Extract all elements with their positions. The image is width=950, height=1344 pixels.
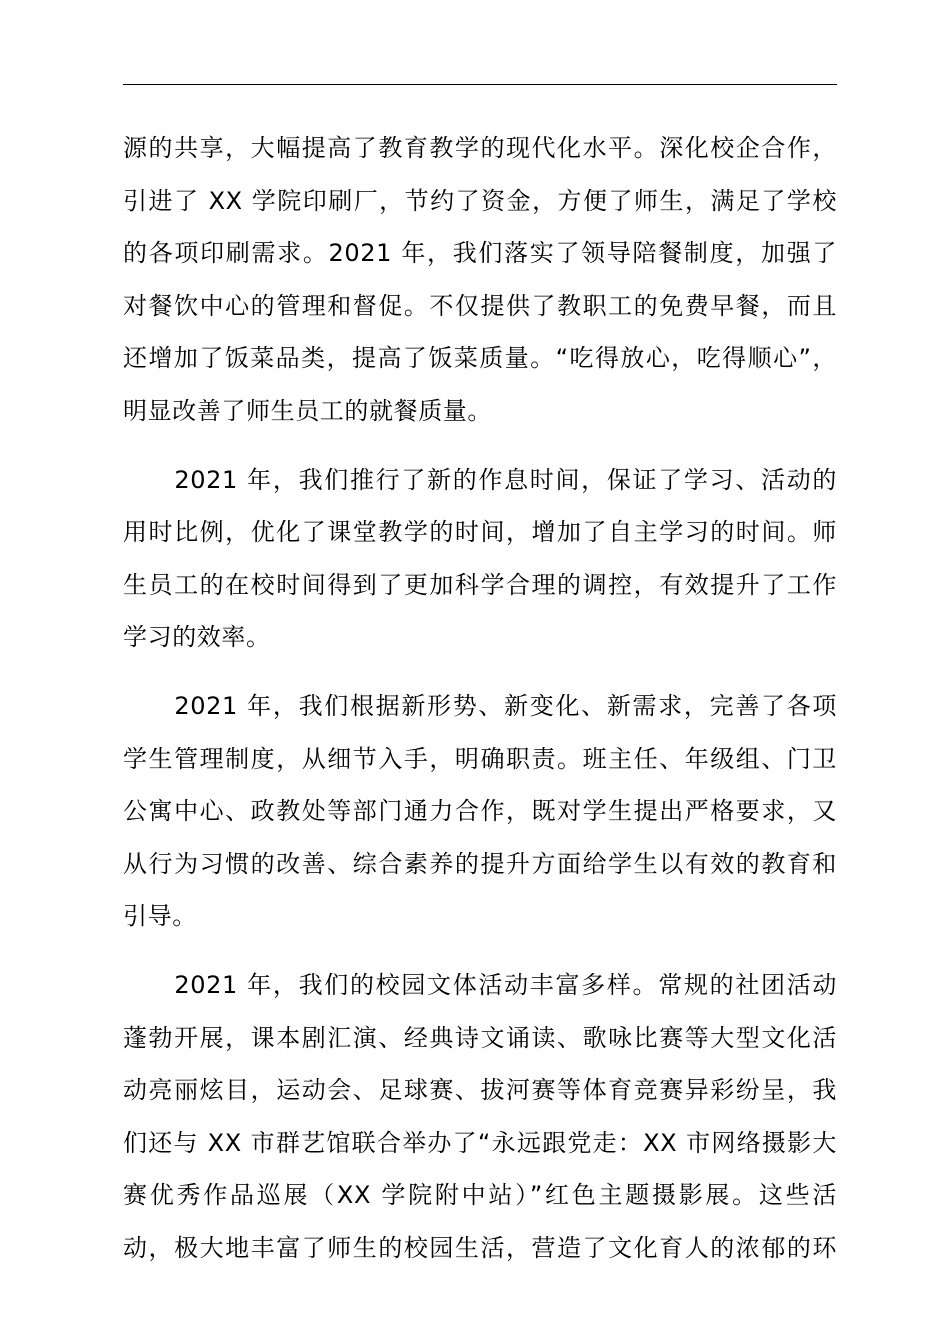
text-line: 2021 年，我们根据新形势、新变化、新需求，完善了各项 — [123, 691, 837, 720]
text-line: 生员工的在校时间得到了更加科学合理的调控，有效提升了工作 — [123, 570, 837, 599]
text-line: 还增加了饭菜品类，提高了饭菜质量。“吃得放心，吃得顺心”， — [123, 344, 837, 373]
text-line: 明显改善了师生员工的就餐质量。 — [123, 396, 492, 425]
paragraph-4 — [123, 959, 837, 1275]
paragraph-gap — [123, 664, 837, 680]
text-line: 引导。 — [123, 902, 197, 931]
text-line: 2021 年，我们推行了新的作息时间，保证了学习、活动的 — [123, 465, 837, 494]
text-line: 2021 年，我们的校园文体活动丰富多样。常规的社团活动 — [123, 970, 837, 999]
text-line: 赛优秀作品巡展（XX 学院附中站）”红色主题摄影展。这些活 — [123, 1181, 837, 1210]
text-line: 的各项印刷需求。2021 年，我们落实了领导陪餐制度，加强了 — [123, 239, 837, 268]
text-line: 动，极大地丰富了师生的校园生活，营造了文化育人的浓郁的环 — [123, 1233, 837, 1262]
text-line: 从行为习惯的改善、综合素养的提升方面给学生以有效的教育和 — [123, 849, 837, 878]
text-line: 动亮丽炫目，运动会、足球赛、拔河赛等体育竞赛异彩纷呈，我 — [123, 1076, 837, 1105]
text-line: 对餐饮中心的管理和督促。不仅提供了教职工的免费早餐，而且 — [123, 291, 837, 320]
paragraph-2 — [123, 454, 837, 664]
paragraph-1 — [123, 122, 837, 438]
text-line: 用时比例，优化了课堂教学的时间，增加了自主学习的时间。师 — [123, 518, 837, 547]
text-line: 公寓中心、政教处等部门通力合作，既对学生提出严格要求，又 — [123, 797, 837, 826]
text-line: 们还与 XX 市群艺馆联合举办了“永远跟党走：XX 市网络摄影大 — [123, 1128, 837, 1157]
text-line: 蓬勃开展，课本剧汇演、经典诗文诵读、歌咏比赛等大型文化活 — [123, 1023, 837, 1052]
text-line: 引进了 XX 学院印刷厂，节约了资金，方便了师生，满足了学校 — [123, 186, 837, 215]
text-line: 源的共享，大幅提高了教育教学的现代化水平。深化校企合作， — [123, 134, 837, 162]
text-line: 学习的效率。 — [123, 623, 271, 652]
paragraph-3 — [123, 680, 837, 943]
paragraph-gap — [123, 943, 837, 959]
paragraph-gap — [123, 438, 837, 454]
header-rule — [123, 84, 837, 85]
body-text — [123, 122, 837, 1274]
text-line: 学生管理制度，从细节入手，明确职责。班主任、年级组、门卫 — [123, 744, 837, 773]
